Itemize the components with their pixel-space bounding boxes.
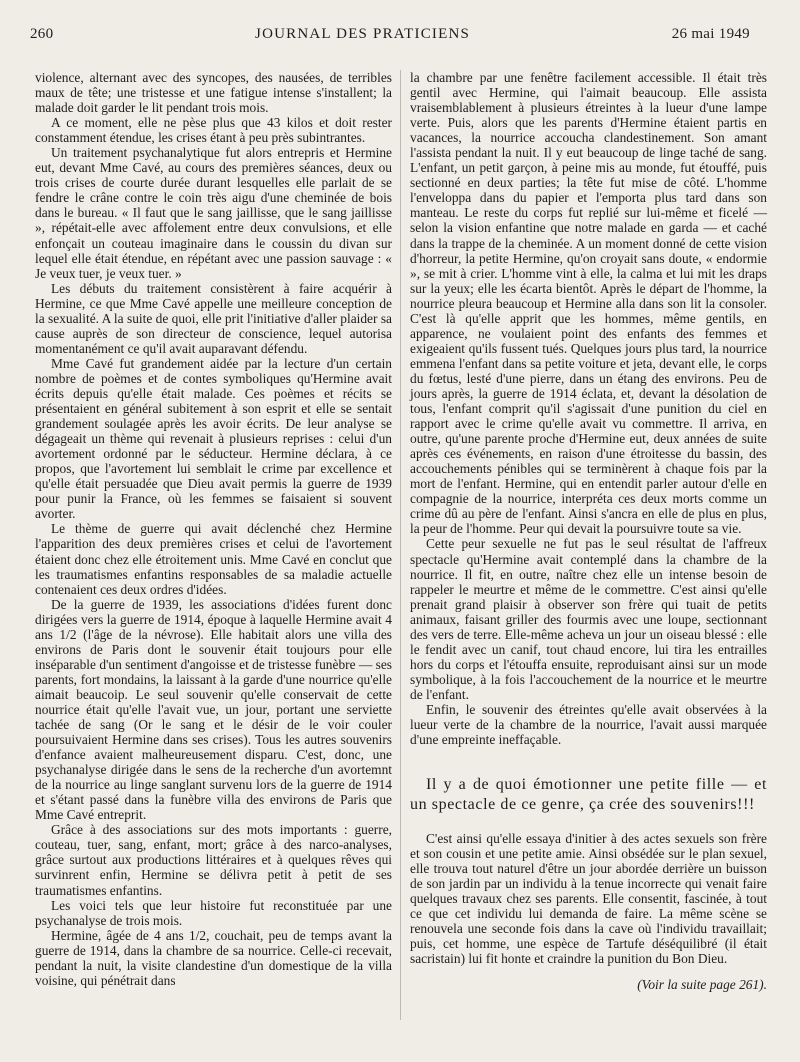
issue-date: 26 mai 1949 [671, 26, 750, 42]
page-number: 260 [30, 26, 54, 42]
paragraph: De la guerre de 1939, les associations d'idées furent donc dirigées vers la guerre de 1914, époque à laquelle Hermine avait 4 ans 1/2 (l'âge de la névrose). Elle habitait alors une villa des environs de Paris dont le souvenir était toujours pour elle inséparable d'un sentiment d'angoisse et de tristesse funèbre — ses parents, fort mondains, la laissant à la garde d'une nourrice qu'elle aimait beaucoip. Le seul souvenir qu'elle conservait de cette nourrice était qu'elle l'avait vue, un jour, portant une serviette tachée de sang (Or le sang et le désir de le voir couler poursuivaient Hermine dans ses crises). Tous les autres souvenirs d'enfance avaient malheureusement disparu. C'est, donc, une psychanalyse dirigée dans le sens de la recherche d'un avortemnt de la nourrice au linge sanglant survenu lors de la guerre de 1914 et s'étant passé dans la funèbre villa des environs de Paris que Mme Cavé entreprit. [35, 596, 392, 823]
left-column [35, 70, 392, 988]
paragraph: Cette peur sexuelle ne fut pas le seul résultat de l'affreux spectacle qu'Hermine avait contemplé dans la chambre de la nourrice. Il fit, en outre, naître chez elle un intense besoin de rappeler le meurtre et même de le commettre. C'est ainsi qu'elle prenait grand plaisir à observer son frère qui tuait de petits animaux, faisant griller des fourmis avec une loupe, sectionnant des vers de terre. Elle-même acheva un jour un oiseau blessé : elle le fendit avec un canif, tout chaud encore, lui tira les entrailles hors du corps et l'étouffa ensuite, reproduisant ainsi sur un mode symbolique, à la fois l'accouchement de la nourrice et le meurtre de l'enfant. [410, 536, 767, 702]
paragraph: Hermine, âgée de 4 ans 1/2, couchait, peu de temps avant la guerre de 1914, dans la chambre de sa nourrice. Celle-ci recevait, pendant la nuit, la visite clandestine d'un domestique de la villa voisine, qui pénétrait dans [35, 927, 392, 988]
paragraph: violence, alternant avec des syncopes, des nausées, de terribles maux de tête; une tristesse et une fatigue intense s'installent; la malade doit garder le lit pendant trois mois. [35, 70, 392, 116]
journal-title: JOURNAL DES PRATICIENS [255, 26, 471, 42]
paragraph: Un traitement psychanalytique fut alors entrepris et Hermine eut, devant Mme Cavé, au cours des premières séances, deux ou trois crises de courte durée durant lesquelles elle parlait de se fendre le crâne contre le coin très aigu d'une cheminée de bois dans le bureau. « Il faut que le sang jaillisse, que le sang jaillisse », répétait-elle avec affolement entre deux convulsions, et elle enfonçait un couteau imaginaire dans le coussin du divan sur lequel elle était étendue, en répétant avec une passion sauvage : « Je veux tuer, je veux tuer. » [35, 145, 392, 281]
paragraph: Les voici tels que leur histoire fut reconstituée par une psychanalyse de trois mois. [35, 897, 392, 928]
pull-quote: Il y a de quoi émotionner une petite fille — et un spectacle de ce genre, ça crée des souvenirs!!! [410, 776, 767, 814]
paragraph: A ce moment, elle ne pèse plus que 43 kilos et doit rester constamment étendue, les crises étant à peu près subintrantes. [35, 115, 392, 146]
continued-reference: (Voir la suite page 261). [637, 976, 767, 992]
paragraph: Enfin, le souvenir des étreintes qu'elle avait observées à la lueur verte de la chambre de la nourrice, l'avait aussi marquée d'une empreinte ineffaçable. [410, 701, 767, 748]
paragraph: Les débuts du traitement consistèrent à faire acquérir à Hermine, ce que Mme Cavé appelle une meilleure conception de la sexualité. A la suite de quoi, elle prit l'initiative d'aller plaider sa cause auprès de son directeur de conscience, lequel autorisa momentanément ce qu'il avait auparavant défendu. [35, 280, 392, 356]
right-column [410, 70, 767, 992]
paragraph: Le thème de guerre qui avait déclenché chez Hermine l'apparition des deux premières crises et celui de l'avortement étaient donc chez elle étroitement unis. Mme Cavé en conclut que les traumatismes enfantins responsables de sa maladie actuelle contenaient ces deux ordres d'idées. [35, 521, 392, 597]
paragraph: Mme Cavé fut grandement aidée par la lecture d'un certain nombre de poèmes et de contes symboliques qu'Hermine avait écrits depuis qu'elle était malade. Ces poèmes et récits se présentaient en général subitement à son esprit et elle se sentait grandement soulagée après les avoir écrits. De leur analyse se dégageait un thème qui revenait à plusieurs reprises : celui d'un avortement ordonné par le séducteur. Hermine déclara, à ce propos, que l'avortement lui semblait le crime par excellence et qu'elle était persuadée que Dieu avait permis la guerre de 1939 pour punir la France, où les femmes se faisaient si souvent avorter. [35, 355, 392, 522]
column-divider [400, 70, 401, 1020]
page-header [30, 26, 750, 48]
paragraph: C'est ainsi qu'elle essaya d'initier à des actes sexuels son frère et son cousin et une petite amie. Ainsi obsédée sur le plan sexuel, elle trouva tout naturel d'être un jour abordée derrière un buisson de son jardin par un individu à la tenue incorrecte qui venait faire quelques travaux chez ses parents. Elle consentit, fascinée, à tout ce que cet individu lui demanda de faire. La même scène se renouvela une seconde fois dans la cave où l'individu travaillait; puis, cet homme, une espèce de Tartufe déséquilibré (il était sacristain) lui fit honte et craindre la punition du Bon Dieu. [410, 831, 767, 967]
paragraph: Grâce à des associations sur des mots importants : guerre, couteau, tuer, sang, enfant, mort; grâce à des narco-analyses, grâce surtout aux productions littéraires et à quelques rêves qui survinrent enfin, Hermine se délivra petit à petit de ses traumatismes enfantins. [35, 822, 392, 898]
paragraph: la chambre par une fenêtre facilement accessible. Il était très gentil avec Hermine, qui l'aimait beaucoup. Elle assista vraisemblablement à plusieurs étreintes à la lueur d'une lampe verte. Puis, alors que les parents d'Hermine étaient partis en vacances, la nourrice accoucha clandestinement. Son amant l'assista pendant la nuit. Il y eut beaucoup de linge taché de sang. L'enfant, un petit garçon, à peine mis au monde, fut étouffé, puis sectionné en deux parties; la tête fut mise de côté. L'homme l'enveloppa dans du papier et l'emporta plus tard dans son manteau. Le reste du corps fut replié sur lui-même et ficelé — selon la vision enfantine que notre malade en garda — et caché dans la trappe de la cheminée. A un moment donné de cette vision d'horreur, la petite Hermine, qu'on croyait sans doute, « endormie », se mit à crier. L'homme vint à elle, la calma et lui mit les draps sur la yeux; elle les écarta bientôt. Après le départ de l'homme, la nourrice pleura beaucoup et Hermine alla dans son lit la consoler. C'est là qu'elle apprit que les hommes, même gentils, en apparence, ne voulaient point des enfants des femmes et exigeaient qu'ils fussent tués. Quelques jours plus tard, la nourrice emmena l'enfant dans sa petite voiture et jeta, devant elle, le corps du fœtus, lesté d'une pierre, dans un étang des environs. Peu de jours après, la guerre de 1914 éclata, et, devant la désolation de tous, l'enfant comprit qu'il s'agissait d'une punition du ciel en rapport avec le crime qu'elle avait vu commettre. Il arriva, en outre, qu'une parente proche d'Hermine eut, deux années de suite après ces événements, en raison d'une étroitesse du bassin, des accouchements pénibles qui se terminèrent à chaque fois par la mort de l'enfant. Hermine, qui en entendit parler autour d'elle en compagnie de la nourrice, interpréta ces deux morts comme un crime dû au père de l'enfant. Ainsi s'ancra en elle de plus en plus, la peur de l'homme. Peur qui devait la poursuivre toute sa vie. [410, 70, 767, 537]
